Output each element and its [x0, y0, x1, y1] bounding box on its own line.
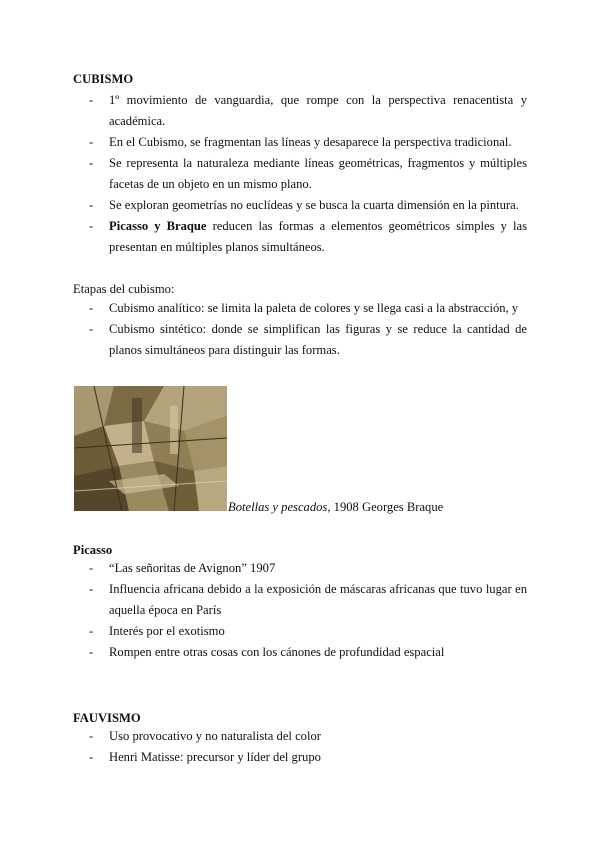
section-heading-cubismo: CUBISMO: [73, 72, 134, 86]
list-item: - Henri Matisse: precursor y líder del grupo: [89, 750, 321, 764]
cubist-painting-icon: [74, 386, 227, 511]
list-item: - “Las señoritas de Avignon” 1907: [89, 561, 276, 575]
list-item: - Interés por el exotismo: [89, 624, 225, 638]
fauvismo-list: [73, 726, 527, 768]
artist-names: Picasso y Braque: [109, 219, 207, 233]
list-item: - Picasso y Braque reducen las formas a elementos geométricos simples y las presentan en múltiples planos simultáneos.: [89, 219, 527, 254]
section-heading-picasso: Picasso: [73, 543, 113, 557]
list-item: - Se exploran geometrías no euclídeas y se busca la cuarta dimensión en la pintura.: [89, 198, 519, 212]
etapas-intro: Etapas del cubismo:: [73, 282, 175, 296]
list-item: - Rompen entre otras cosas con los cánones de profundidad espacial: [89, 645, 445, 659]
caption-title: Botellas y pescados: [228, 500, 328, 514]
list-item: - Cubismo sintético: donde se simplifican las figuras y se reduce la cantidad de planos simultáneos para distinguir las formas.: [89, 322, 527, 357]
list-item: - En el Cubismo, se fragmentan las líneas y desaparece la perspectiva tradicional.: [89, 135, 512, 149]
list-item: - Uso provocativo y no naturalista del color: [89, 729, 321, 743]
picasso-list: [73, 558, 527, 663]
list-item: - Cubismo analítico: se limita la paleta de colores y se llega casi a la abstracción, y: [89, 301, 519, 315]
painting-image: [74, 386, 227, 511]
list-item: - Influencia africana debido a la exposición de máscaras africanas que tuvo lugar en aquella época en París: [89, 582, 527, 617]
list-item: - 1º movimiento de vanguardia, que rompe con la perspectiva renacentista y académica.: [89, 93, 527, 128]
figure-caption: Botellas y pescados, 1908 Georges Braque: [228, 500, 444, 514]
list-item: - Se representa la naturaleza mediante líneas geométricas, fragmentos y múltiples facetas de un objeto en un mismo plano.: [89, 156, 527, 191]
etapas-list: [73, 298, 527, 361]
cubismo-list: [73, 90, 527, 258]
section-heading-fauvismo: FAUVISMO: [73, 711, 141, 725]
